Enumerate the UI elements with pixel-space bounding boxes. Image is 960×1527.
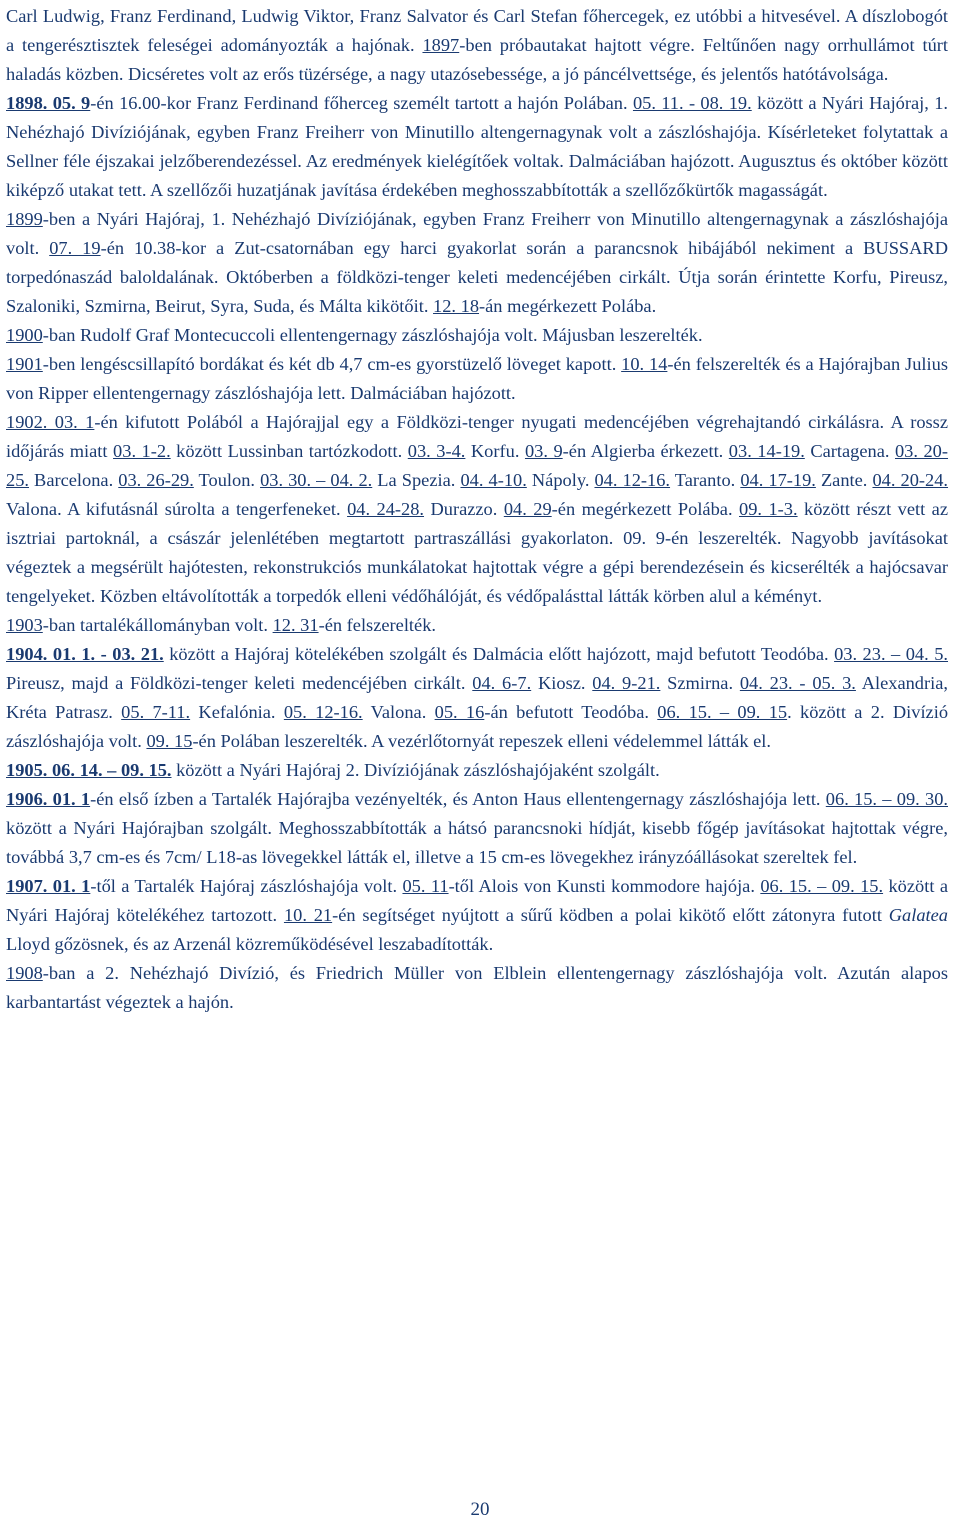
date-reference: 03. 30. – 04. 2.	[260, 470, 373, 490]
text-run: -ban a 2. Nehézhajó Divízió, és Friedrich Müller von Elblein ellentengernagy zászlóshajója volt. Azután alapos karbantartást végeztek a hajón.	[6, 963, 948, 1012]
date-reference: 1905. 06. 14. – 09. 15.	[6, 760, 172, 780]
date-reference: 09. 1-3.	[739, 499, 798, 519]
text-run: La Spezia.	[372, 470, 461, 490]
date-reference: 04. 9-21.	[592, 673, 661, 693]
text-run: között Lussinban tartózkodott.	[170, 441, 408, 461]
paragraph	[6, 872, 948, 959]
text-run: -én felszerelték.	[318, 615, 436, 635]
page-number: 20	[470, 1499, 490, 1520]
text-run: Zante.	[815, 470, 873, 490]
text-run: Korfu.	[465, 441, 525, 461]
text-run: . között a 2. Divízió zászlóshajója volt.	[6, 702, 949, 751]
date-reference: 03. 14-19.	[728, 441, 805, 461]
paragraph	[6, 756, 948, 785]
text-run: -án megérkezett Polába.	[479, 296, 657, 316]
text-run: Alexandria, Kréta Patrasz.	[6, 673, 948, 722]
text-run: -én kifutott Polából a Hajórajjal egy a Földközi-tenger nyugati medencéjében végrehajtandó cirkálásra. A rossz időjárás miatt	[6, 412, 948, 461]
paragraph	[6, 89, 948, 205]
date-reference: 1900	[6, 325, 43, 345]
date-reference: 04. 23. - 05. 3.	[739, 673, 856, 693]
text-run: -én Algierba érkezett.	[562, 441, 729, 461]
date-reference: 07. 19	[49, 238, 101, 258]
paragraph	[6, 611, 948, 640]
date-reference: 04. 24-28.	[347, 499, 425, 519]
date-reference: 03. 26-29.	[118, 470, 194, 490]
text-run: -ben a Nyári Hajóraj, 1. Nehézhajó Divíziójának, egyben Franz Freiherr von Minutillo altengernagynak a zászlóshajója volt.	[6, 209, 948, 258]
text-run: Kiosz.	[531, 673, 593, 693]
text-run: -én 16.00-kor Franz Ferdinand főherceg személt tartott a hajón Polában.	[90, 93, 633, 113]
text-run: -ben próbautakat hajtott végre. Feltűnően nagy orrhullámot túrt haladás közben. Dicséretes volt az erős tüzérsége, a nagy utazósebessége, a jó páncélvettsége, és jelentős hatótávolsága.	[6, 35, 949, 84]
date-reference: 04. 12-16.	[594, 470, 671, 490]
paragraph	[6, 205, 948, 321]
date-reference: 1901	[6, 354, 43, 374]
date-reference: 04. 17-19.	[740, 470, 816, 490]
paragraph	[6, 350, 948, 408]
date-reference: 10. 21	[283, 905, 333, 925]
paragraph	[6, 640, 948, 756]
text-run: -től Alois von Kunsti kommodore hajója.	[448, 876, 761, 896]
text-run: -én segítséget nyújtott a sűrű ködben a polai kikötő előtt zátonyra futott	[332, 905, 889, 925]
date-reference: 09. 15	[146, 731, 193, 751]
text-run: Nápoly.	[526, 470, 595, 490]
date-reference: 04. 4-10.	[460, 470, 527, 490]
date-reference: 05. 16	[434, 702, 485, 722]
date-reference: 10. 14	[621, 354, 668, 374]
text-run: -ban Rudolf Graf Montecuccoli ellentengernagy zászlóshajója volt. Májusban leszerelték.	[42, 325, 703, 345]
text-run: -én megérkezett Polába.	[551, 499, 740, 519]
text-run: -én első ízben a Tartalék Hajórajba vezényelték, és Anton Haus ellentengernagy zászlóshajója lett.	[90, 789, 826, 809]
text-run: Toulon.	[193, 470, 261, 490]
ship-name: Galatea	[888, 905, 948, 925]
text-run: Kefalónia.	[190, 702, 284, 722]
text-run: Valona. A kifutásnál súrolta a tengerfeneket.	[6, 499, 348, 519]
text-run: Szmirna.	[660, 673, 740, 693]
date-reference: 03. 20-25.	[6, 441, 949, 490]
date-reference: 04. 29	[503, 499, 552, 519]
paragraph	[6, 2, 948, 89]
text-run: Durazzo.	[424, 499, 504, 519]
date-reference: 06. 15. – 09. 15	[657, 702, 788, 722]
text-run: Valona.	[362, 702, 435, 722]
date-reference: 03. 23. – 04. 5.	[834, 644, 949, 664]
text-run: között részt vett az isztriai partoknál, a császár jelenlétében megtartott partraszállási gyakorlaton. 09. 9-én leszerelték. Nagyobb javításokat végeztek a megsérült hajótesten, rekonstrukciós munkálatokat hajtottak végre a gépi berendezésein és kicserélték a hajócsavar tengelyeket. Közben eltávolították a torpedók elleni védőhálóját, és védőpalásttal látták körben alul a kéményt.	[6, 499, 948, 606]
text-run: között a Nyári Hajóraj 2. Divíziójának zászlóshajójaként szolgált.	[171, 760, 660, 780]
date-reference: 12. 31	[272, 615, 319, 635]
text-run: között a Nyári Hajóraj, 1. Nehézhajó Divíziójának, egyben Franz Freiherr von Minutillo altengernagynak volt a zászlóshajója. Kísérleteket folytattak a Sellner féle éjszakai jelzőberendezéssel. Az eredmények kielégítőek voltak. Dalmáciában hajózott. Augusztus és október között kiképző utakat tett. A szellőzői huzatjának javítása érdekében meghosszabbították a szellőzőkürtők magasságát.	[6, 93, 949, 200]
date-reference: 1904. 01. 1. - 03. 21.	[6, 644, 164, 664]
text-run: között a Nyári Hajóraj kötelékéhez tartozott.	[6, 876, 948, 925]
date-reference: 1902. 03. 1	[6, 412, 95, 432]
text-run: -én felszerelték és a Hajórajban Julius von Ripper ellentengernagy zászlóshajója lett. Dalmáciában hajózott.	[6, 354, 948, 403]
text-run: -én Polában leszerelték. A vezérlőtornyát repeszek elleni védelemmel látták el.	[192, 731, 771, 751]
date-reference: 1898. 05. 9	[6, 93, 91, 113]
text-run: -án befutott Teodóba.	[484, 702, 658, 722]
date-reference: 1899	[6, 209, 43, 229]
date-reference: 1908	[6, 963, 43, 983]
date-reference: 06. 15. – 09. 30.	[825, 789, 948, 809]
paragraph	[6, 408, 948, 611]
paragraph	[6, 321, 948, 350]
text-run: Carl Ludwig, Franz Ferdinand, Ludwig Viktor, Franz Salvator és Carl Stefan főhercegek, ez utóbbi a hitvesével. A díszlobogót a tengerésztisztek feleségei adományozták a hajónak.	[6, 6, 948, 55]
date-reference: 05. 11. - 08. 19.	[632, 93, 752, 113]
text-run: -től a Tartalék Hajóraj zászlóshajója volt.	[90, 876, 403, 896]
date-reference: 1897	[422, 35, 460, 55]
date-reference: 12. 18	[433, 296, 480, 316]
text-run: Lloyd gőzösnek, és az Arzenál közreműködésével leszabadították.	[6, 934, 494, 954]
date-reference: 03. 9	[524, 441, 563, 461]
date-reference: 03. 3-4.	[407, 441, 466, 461]
text-run: Pireusz, majd a Földközi-tenger keleti medencéjében cirkált.	[6, 673, 473, 693]
text-run: Barcelona.	[29, 470, 119, 490]
text-run: Cartagena.	[804, 441, 895, 461]
date-reference: 06. 15. – 09. 15.	[760, 876, 884, 896]
date-reference: 05. 12-16.	[283, 702, 363, 722]
date-reference: 04. 20-24.	[872, 470, 949, 490]
paragraph	[6, 959, 948, 1017]
date-reference: 05. 11	[402, 876, 449, 896]
text-run: -ban tartalékállományban volt.	[42, 615, 273, 635]
date-reference: 05. 7-11.	[121, 702, 191, 722]
date-reference: 1906. 01. 1	[6, 789, 91, 809]
date-reference: 03. 1-2.	[113, 441, 171, 461]
text-run: között a Nyári Hajórajban szolgált. Meghosszabbították a hátsó parancsnoki hídját, kisebb főgép javításokat hajtottak végre, továbbá 3,7 cm-es és 7cm/ L18-as lövegekkel látták el, illetve a 15 cm-es lövegekhez irányzóállásokat szereltek fel.	[6, 818, 948, 867]
date-reference: 1903	[6, 615, 43, 635]
text-run: Taranto.	[670, 470, 741, 490]
date-reference: 04. 6-7.	[472, 673, 532, 693]
paragraph	[6, 785, 948, 872]
body-text	[6, 2, 948, 1017]
text-run: között a Hajóraj kötelékében szolgált és Dalmácia előtt hajózott, majd befutott Teodóba.	[163, 644, 835, 664]
text-run: -én 10.38-kor a Zut-csatornában egy harci gyakorlat során a parancsnok hibájából nekiment a BUSSARD torpedónaszád baloldalának. Októberben a földközi-tenger keleti medencéjében cirkált. Útja során érintette Korfu, Pireusz, Szaloniki, Szmirna, Beirut, Syra, Suda, és Málta kikötőit.	[6, 238, 948, 316]
date-reference: 1907. 01. 1	[6, 876, 91, 896]
text-run: -ben lengéscsillapító bordákat és két db 4,7 cm-es gyorstüzelő löveget kapott.	[42, 354, 622, 374]
